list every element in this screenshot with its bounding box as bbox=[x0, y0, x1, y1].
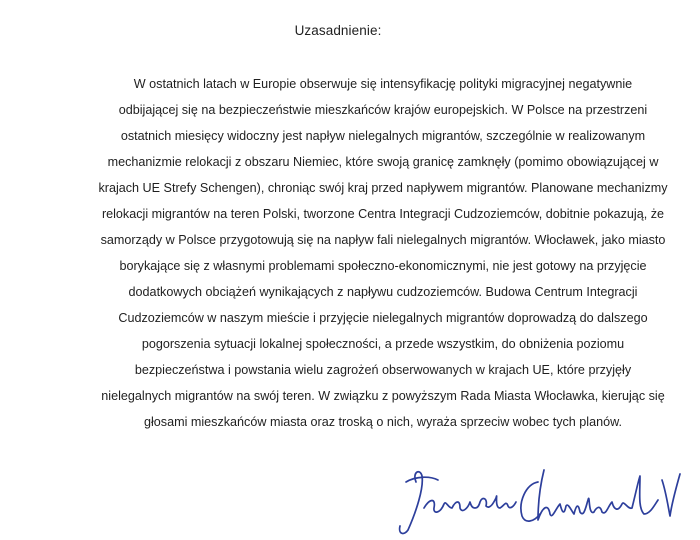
paragraph-line: relokacji migrantów na teren Polski, tworzone Centra Integracji Cudzoziemców, dobitnie pokazują, że bbox=[101, 207, 665, 221]
justification-paragraph bbox=[88, 71, 678, 435]
paragraph-line: głosami mieszkańców miasta oraz troską o nich, wyraża sprzeciw wobec tych planów. bbox=[143, 415, 623, 429]
paragraph-line: odbijającej się na bezpieczeństwie mieszkańców krajów europejskich. W Polsce na przestrzeni bbox=[118, 103, 648, 117]
paragraph-line: mechanizmie relokacji z obszaru Niemiec, które swoją granicę zamknęły (pomimo obowiązującej w bbox=[107, 155, 659, 169]
paragraph-line: bezpieczeństwa i powstania wielu zagrożeń obserwowanych w krajach UE, które przyjęły bbox=[134, 363, 632, 377]
paragraph-line: samorządy w Polsce przygotowują się na napływ fali nielegalnych migrantów. Włocławek, jako miasto bbox=[100, 233, 666, 247]
paragraph-line: krajach UE Strefy Schengen), chroniąc swój kraj przed napływem migrantów. Planowane mechanizmy bbox=[98, 181, 668, 195]
handwritten-signature bbox=[388, 462, 688, 538]
paragraph-line: W ostatnich latach w Europie obserwuje się intensyfikację polityki migracyjnej negatywnie bbox=[133, 77, 633, 91]
paragraph-line: dodatkowych obciążeń wynikających z napływu cudzoziemców. Budowa Centrum Integracji bbox=[128, 285, 638, 299]
paragraph-line: ostatnich miesięcy widoczny jest napływ nielegalnych migrantów, szczególnie w realizowanym bbox=[120, 129, 646, 143]
paragraph-line: pogorszenia sytuacji lokalnej społeczności, a przede wszystkim, do obniżenia poziomu bbox=[141, 337, 625, 351]
document-heading: Uzasadnienie: bbox=[294, 23, 382, 38]
paragraph-line: nielegalnych migrantów na swój teren. W związku z powyższym Rada Miasta Włocławka, kierując się bbox=[101, 389, 665, 403]
paragraph-line: borykające się z własnymi problemami społeczno-ekonomicznymi, nie jest gotowy na przyjęcie bbox=[119, 259, 647, 273]
paragraph-line: Cudzoziemców w naszym mieście i przyjęcie nielegalnych migrantów doprowadzą do dalszego bbox=[118, 311, 648, 325]
